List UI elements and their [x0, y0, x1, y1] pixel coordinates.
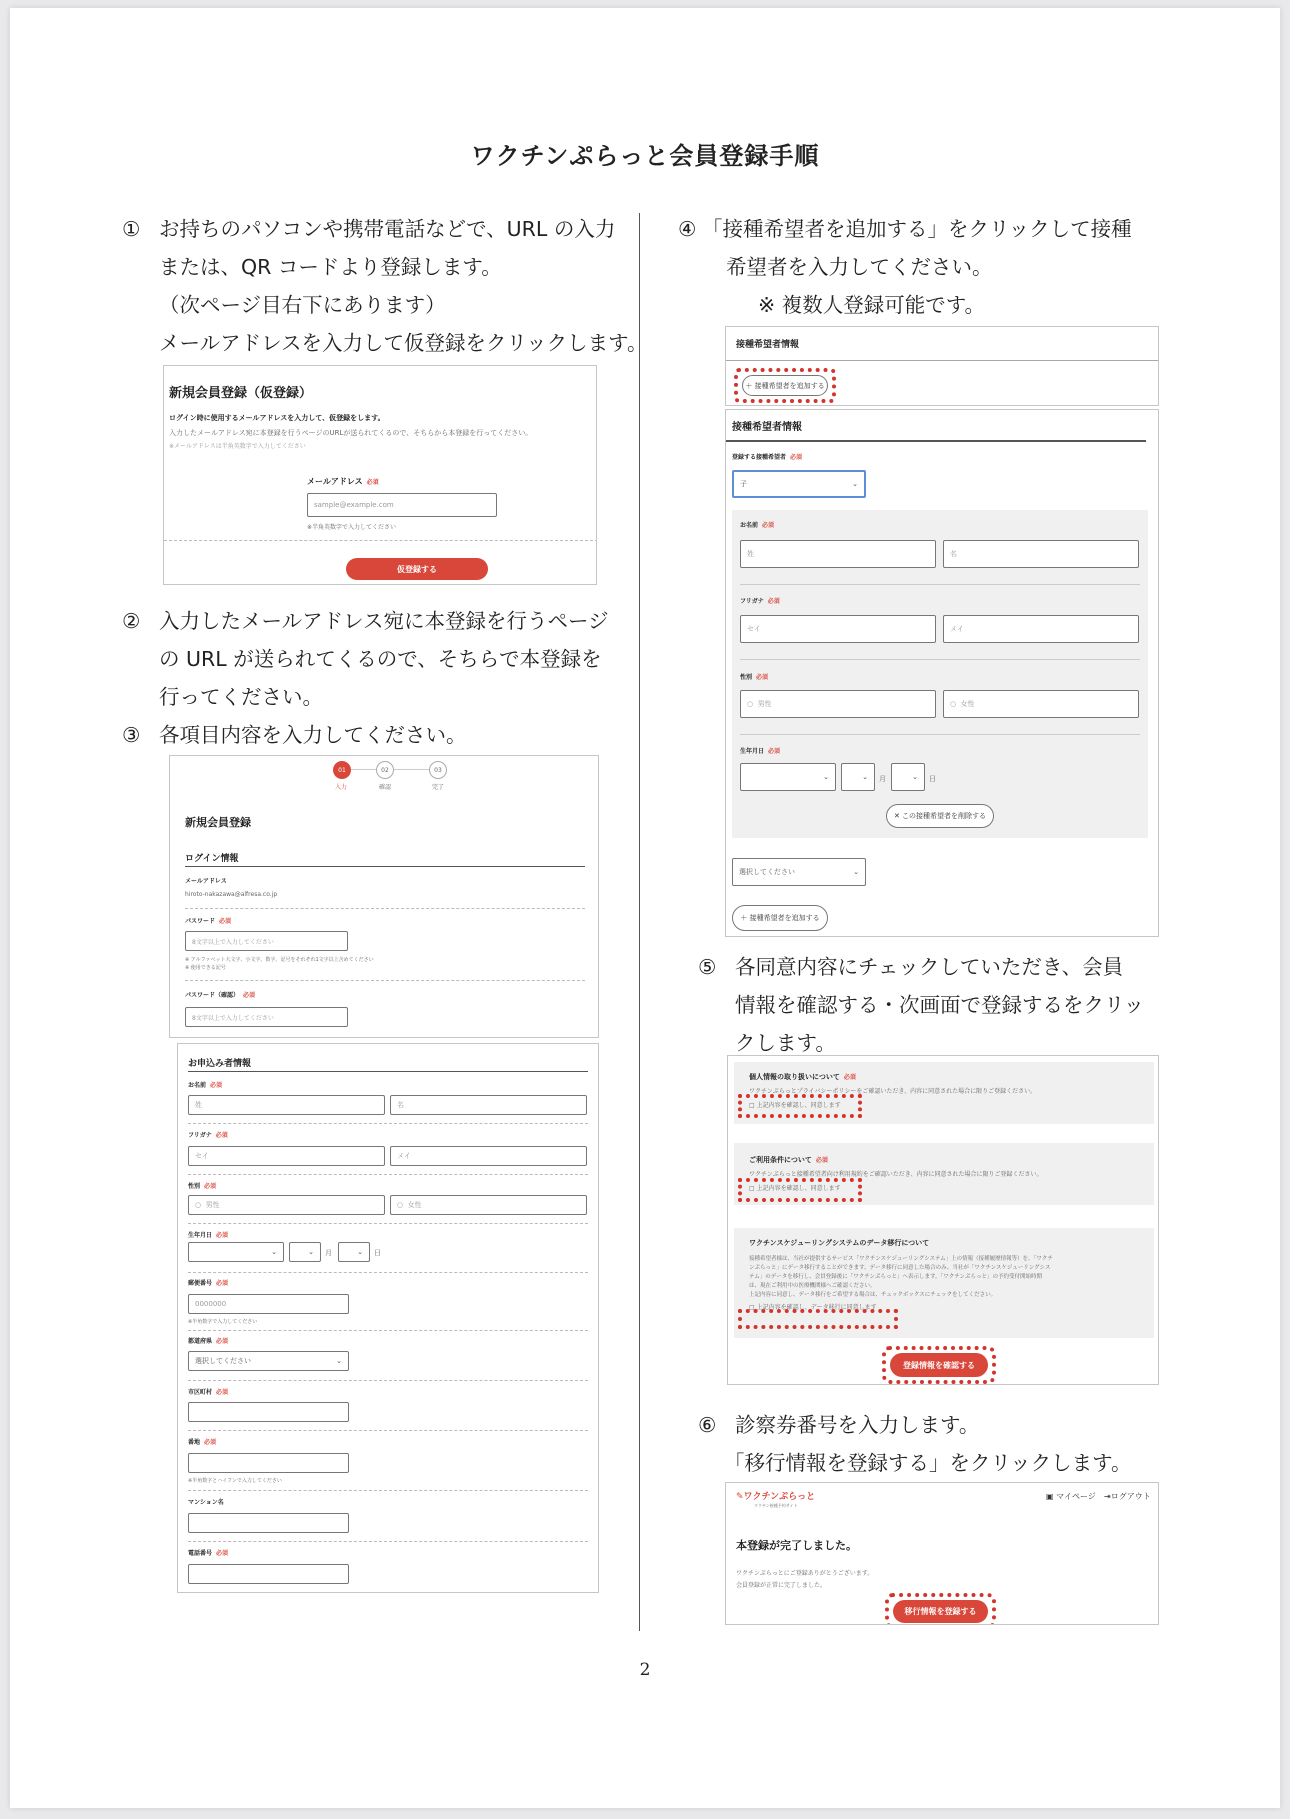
- zip-input[interactable]: 0000000: [188, 1294, 349, 1314]
- temp-register-button[interactable]: 仮登録する: [346, 558, 488, 580]
- screenshot-registration-complete: [725, 1482, 1159, 1625]
- chevron-down-icon: ⌄: [357, 1248, 363, 1256]
- phone-label: 電話番号 必須: [188, 1550, 229, 1557]
- recipient-male-option[interactable]: ○ 男性: [740, 690, 936, 718]
- recipient-first-kana-input[interactable]: メイ: [943, 615, 1139, 643]
- terms-checkbox[interactable]: □ 上記内容を確認し、同意します: [749, 1185, 841, 1192]
- email-input[interactable]: sample@example.com: [307, 493, 497, 517]
- step-label-1: 入力: [335, 784, 348, 791]
- privacy-checkbox[interactable]: □ 上記内容を確認し、同意します: [749, 1102, 841, 1109]
- step-4-number: ④: [678, 217, 697, 241]
- recipient-fields-panel: [732, 510, 1148, 838]
- step-6-number: ⑥: [698, 1413, 717, 1437]
- migration-text-4: は、現在ご利用中の医療機関様へご確認ください。: [749, 1283, 876, 1289]
- recipient-year-select[interactable]: [740, 763, 836, 791]
- recipient-day-select[interactable]: [891, 763, 925, 791]
- mypage-link[interactable]: ▣ マイページ: [1046, 1492, 1096, 1501]
- migration-text-1: 接種希望者様は、当社が提供するサービス「ワクチンスケジューリングシステム」上の情報（接種履歴情報等）を、「ワクチ: [749, 1256, 1053, 1262]
- birth-day-select[interactable]: [338, 1242, 370, 1262]
- step-2-number: ②: [122, 609, 141, 633]
- password-label: パスワード 必須: [185, 918, 232, 925]
- separator: [164, 540, 597, 541]
- screenshot-login-info: [169, 755, 599, 1038]
- day-unit: 日: [374, 1249, 381, 1257]
- recipient-female-option[interactable]: ○ 女性: [943, 690, 1139, 718]
- document-page: [10, 8, 1280, 1808]
- recipient-first-name-input[interactable]: 名: [943, 540, 1139, 568]
- password-note-2: ※ 使用できる記号: [185, 965, 226, 971]
- recipient-select-label: 登録する接種希望者 必須: [732, 454, 803, 461]
- chevron-down-icon: ⌄: [852, 480, 858, 488]
- migration-text-3: テム」のデータを移行し、会員登録後に「ワクチンぷらっと」へ表示します。「ワクチンぷらっと」の予約受付開始時期: [749, 1274, 1042, 1280]
- step-3-number: ③: [122, 723, 141, 747]
- gender-male-option[interactable]: ○ 男性: [188, 1195, 385, 1215]
- name-label: お名前 必須: [188, 1082, 223, 1089]
- kana-label: フリガナ 必須: [188, 1132, 228, 1139]
- confirm-registration-button[interactable]: 登録情報を確認する: [890, 1353, 988, 1377]
- step-4-note: ※ 複数人登録可能です。: [758, 293, 986, 317]
- building-label: マンション名: [188, 1499, 224, 1506]
- address-hint: ※半角数字とハイフンで入力してください: [188, 1478, 282, 1484]
- password-input[interactable]: 8文字以上で入力してください: [185, 931, 348, 951]
- privacy-title: 個人情報の取り扱いについて 必須: [749, 1073, 856, 1081]
- birth-label: 生年月日 必須: [188, 1232, 229, 1239]
- step-6-line-1: 診察券番号を入力します。: [735, 1413, 980, 1437]
- step-5-text: 各同意内容にチェックしていただき、会員 情報を確認する・次画面で登録するをクリッ クします。: [735, 955, 1145, 1055]
- add-recipient-button-2[interactable]: ＋ 接種希望者を追加する: [732, 905, 828, 931]
- add-recipient-button[interactable]: ＋ 接種希望者を追加する: [742, 375, 828, 396]
- recipient-month-unit: 月: [879, 775, 886, 783]
- recipient-last-kana-input[interactable]: セイ: [740, 615, 936, 643]
- highlight-marker: [738, 1309, 898, 1329]
- chevron-down-icon: ⌄: [336, 1357, 342, 1365]
- logout-link[interactable]: ⇥ログアウト: [1104, 1492, 1151, 1501]
- site-logo: ✎ワクチンぷらっと: [736, 1492, 816, 1502]
- migration-text-5: 上記内容に同意し、データ移行をご希望する場合は、チェックボックスにチェックをしてください。: [749, 1292, 997, 1298]
- logo-subtitle: ワクチン接種予約サイト: [754, 1503, 798, 1508]
- recipient-name-label: お名前 必須: [740, 522, 775, 529]
- chevron-down-icon: ⌄: [308, 1248, 314, 1256]
- screenshot-temp-registration: [163, 365, 597, 585]
- recipient-birth-label: 生年月日 必須: [740, 748, 781, 755]
- step-4-line-2: 希望者を入力してください。: [726, 255, 993, 279]
- recipient-last-name-input[interactable]: 姓: [740, 540, 936, 568]
- email-label: メールアドレス 必須: [307, 477, 379, 486]
- login-section-title: ログイン情報: [185, 854, 239, 864]
- month-unit: 月: [325, 1249, 332, 1257]
- complete-message: 会員登録が正常に完了しました。: [736, 1582, 827, 1589]
- city-input[interactable]: [188, 1402, 349, 1422]
- highlight-marker: [738, 1178, 862, 1202]
- step-label-2: 確認: [379, 784, 392, 791]
- applicant-section-title: お申込み者情報: [188, 1059, 252, 1069]
- zip-hint: ※半角数字で入力してください: [188, 1319, 258, 1325]
- privacy-text: ワクチンぷらっとプライバシーポリシーをご確認いただき、内容に同意された場合に限りご登録ください。: [749, 1088, 1037, 1095]
- first-name-input[interactable]: 名: [390, 1095, 587, 1115]
- birth-month-select[interactable]: [289, 1242, 321, 1262]
- address-label: 番地 必須: [188, 1439, 217, 1446]
- first-kana-input[interactable]: メイ: [390, 1146, 587, 1166]
- temp-registration-lead: ログイン時に使用するメールアドレスを入力して、仮登録をします。: [169, 414, 385, 422]
- recipient-section-title: 接種希望者情報: [736, 340, 800, 350]
- temp-registration-note-2: ※メールアドレスは半角英数字で入力してください: [169, 443, 306, 450]
- complete-heading: 本登録が完了しました。: [736, 1539, 857, 1552]
- step-6-line-2: 「移行情報を登録する」をクリックします。: [724, 1451, 1132, 1475]
- step-3-text: 各項目内容を入力してください。: [159, 723, 467, 747]
- password-confirm-label: パスワード（確認） 必須: [185, 992, 256, 999]
- email-value: hiroto-nakazawa@alfresa.co.jp: [185, 891, 278, 898]
- address-input[interactable]: [188, 1453, 349, 1473]
- delete-recipient-button[interactable]: ✕ この接種希望者を削除する: [886, 804, 994, 828]
- highlight-marker: [738, 1094, 862, 1118]
- building-input[interactable]: [188, 1513, 349, 1533]
- password-confirm-input[interactable]: 8文字以上で入力してください: [185, 1007, 348, 1027]
- user-icon: ▣: [1046, 1492, 1054, 1501]
- last-kana-input[interactable]: セイ: [188, 1146, 385, 1166]
- page-title: ワクチンぷらっと会員登録手順: [470, 142, 820, 170]
- recipient-select[interactable]: 子 ⌄: [732, 470, 866, 498]
- registration-heading: 新規会員登録: [185, 816, 251, 829]
- screenshot-add-recipient: [725, 326, 1159, 406]
- column-divider: [639, 213, 640, 1631]
- page-number: 2: [639, 1660, 651, 1680]
- chevron-down-icon: ⌄: [853, 868, 859, 876]
- migration-checkbox[interactable]: □ 上記内容を確認し、データ移行に同意します: [749, 1304, 877, 1311]
- recipient-kana-label: フリガナ 必須: [740, 598, 780, 605]
- last-name-input[interactable]: 姓: [188, 1095, 385, 1115]
- password-note: ※ アルファベット大文字、小文字、数字、記号をそれぞれ1文字以上含めてください: [185, 957, 374, 963]
- terms-text: ワクチンぷらっと接種希望者向け利用規約をご確認いただき、内容に同意された場合に限りご登録ください。: [749, 1171, 1043, 1178]
- zip-label: 郵便番号 必須: [188, 1280, 229, 1287]
- complete-thanks: ワクチンぷらっとにご登録ありがとうございます。: [736, 1570, 874, 1577]
- temp-registration-note: 入力したメールアドレス宛に本登録を行うページのURLが送られてくるので、そちらから本登録を行ってください。: [169, 429, 533, 437]
- logout-icon: ⇥: [1104, 1492, 1111, 1501]
- recipient-month-select[interactable]: [841, 763, 875, 791]
- syringe-icon: ✎: [736, 1492, 744, 1502]
- temp-registration-heading: 新規会員登録（仮登録）: [169, 386, 313, 401]
- step-indicator-1: 01: [333, 761, 351, 779]
- migration-title: ワクチンスケジューリングシステムのデータ移行について: [749, 1239, 930, 1247]
- gender-label: 性別 必須: [188, 1183, 217, 1190]
- recipient-gender-label: 性別 必須: [740, 674, 769, 681]
- close-icon: ✕: [893, 812, 900, 820]
- chevron-down-icon: ⌄: [823, 773, 829, 781]
- step-1-text: お持ちのパソコンや携帯電話などで、URL の入力 または、QR コードより登録します。 （次ページ目右下にあります） メールアドレスを入力して仮登録をクリックします。: [159, 217, 648, 355]
- terms-title: ご利用条件について 必須: [749, 1156, 828, 1164]
- gender-female-option[interactable]: ○ 女性: [390, 1195, 587, 1215]
- screenshot-recipient-form: [725, 409, 1159, 937]
- recipient-day-unit: 日: [929, 775, 936, 783]
- pref-label: 都道府県 必須: [188, 1338, 229, 1345]
- city-label: 市区町村 必須: [188, 1389, 229, 1396]
- step-5-number: ⑤: [698, 955, 717, 979]
- chevron-down-icon: ⌄: [912, 773, 918, 781]
- recipient-select-2[interactable]: 選択してください ⌄: [732, 858, 866, 886]
- step-label-3: 完了: [432, 784, 445, 791]
- recipient-form-title: 接種希望者情報: [732, 422, 802, 433]
- email-hint: ※半角英数字で入力してください: [307, 524, 397, 531]
- screenshot-applicant-info: [177, 1043, 599, 1593]
- step-2-text: 入力したメールアドレス宛に本登録を行うページ の URL が送られてくるので、そちらで本登録を 行ってください。: [159, 609, 609, 709]
- register-migration-button[interactable]: 移行情報を登録する: [893, 1600, 988, 1623]
- screenshot-consent: [727, 1055, 1159, 1385]
- chevron-down-icon: ⌄: [862, 773, 868, 781]
- phone-input[interactable]: [188, 1564, 349, 1584]
- step-indicator-3: 03: [429, 761, 447, 779]
- step-indicator-2: 02: [376, 761, 394, 779]
- pref-select[interactable]: 選択してください ⌄: [188, 1351, 349, 1371]
- step-4-line-1: 「接種希望者を追加する」をクリックして接種: [702, 217, 1132, 241]
- chevron-down-icon: ⌄: [271, 1248, 277, 1256]
- step-1-number: ①: [122, 217, 141, 241]
- birth-year-select[interactable]: [188, 1242, 284, 1262]
- email-label: メールアドレス: [185, 878, 227, 885]
- migration-text-2: ンぷらっと」にデータ移行することができます。データ移行に同意した場合のみ、当社が「ワクチンスケジューリングシス: [749, 1265, 1051, 1271]
